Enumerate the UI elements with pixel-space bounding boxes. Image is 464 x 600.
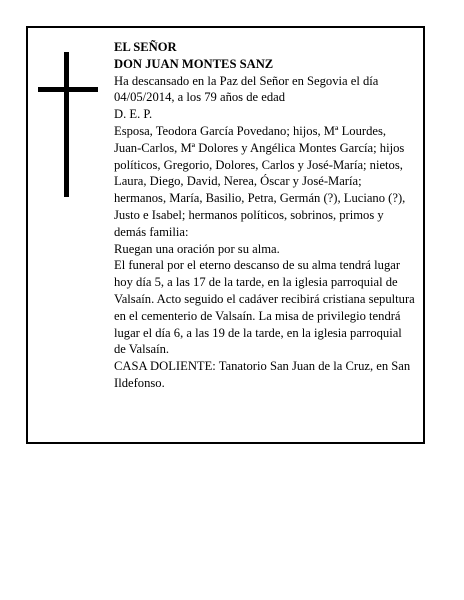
prayer-request: Ruegan una oración por su alma. bbox=[114, 241, 280, 256]
latin-cross-icon bbox=[38, 52, 98, 197]
rest-in-peace: D. E. P. bbox=[114, 107, 153, 122]
family-list: Esposa, Teodora García Povedano; hijos, Mª Lourdes, Juan-Carlos, Mª Dolores y Angélica Montes García; hijos políticos, Gregorio, Dolores, Carlos y José-María; nietos, Laura, Diego, David, Nerea, Óscar y José-María; hermanos, María, Basilio, Petra, Germán (?), Luciano (?), Justo e Isabel; hermanos políticos, sobrinos, primos y demás familia: bbox=[114, 123, 406, 239]
cross-horizontal-bar bbox=[38, 87, 98, 92]
deceased-name: DON JUAN MONTES SANZ bbox=[114, 56, 274, 71]
cross-vertical-bar bbox=[64, 52, 69, 197]
funeral-details: El funeral por el eterno descanso de su alma tendrá lugar hoy día 5, a las 17 de la tarde, en la iglesia parroquial de Valsaín. Acto seguido el cadáver recibirá cristiana sepultura en el cementerio de Valsaín. La misa de privilegio tendrá lugar el día 6, a las 19 de la tarde, en la iglesia parroquial de Valsaín. bbox=[114, 258, 415, 357]
title-line-1: EL SEÑOR bbox=[114, 40, 177, 54]
obituary-text bbox=[114, 39, 416, 392]
death-announcement: Ha descansado en la Paz del Señor en Segovia el día 04/05/2014, a los 79 años de edad bbox=[114, 73, 379, 105]
house-of-mourning: CASA DOLIENTE: Tanatorio San Juan de la Cruz, en San Ildefonso. bbox=[114, 359, 411, 390]
